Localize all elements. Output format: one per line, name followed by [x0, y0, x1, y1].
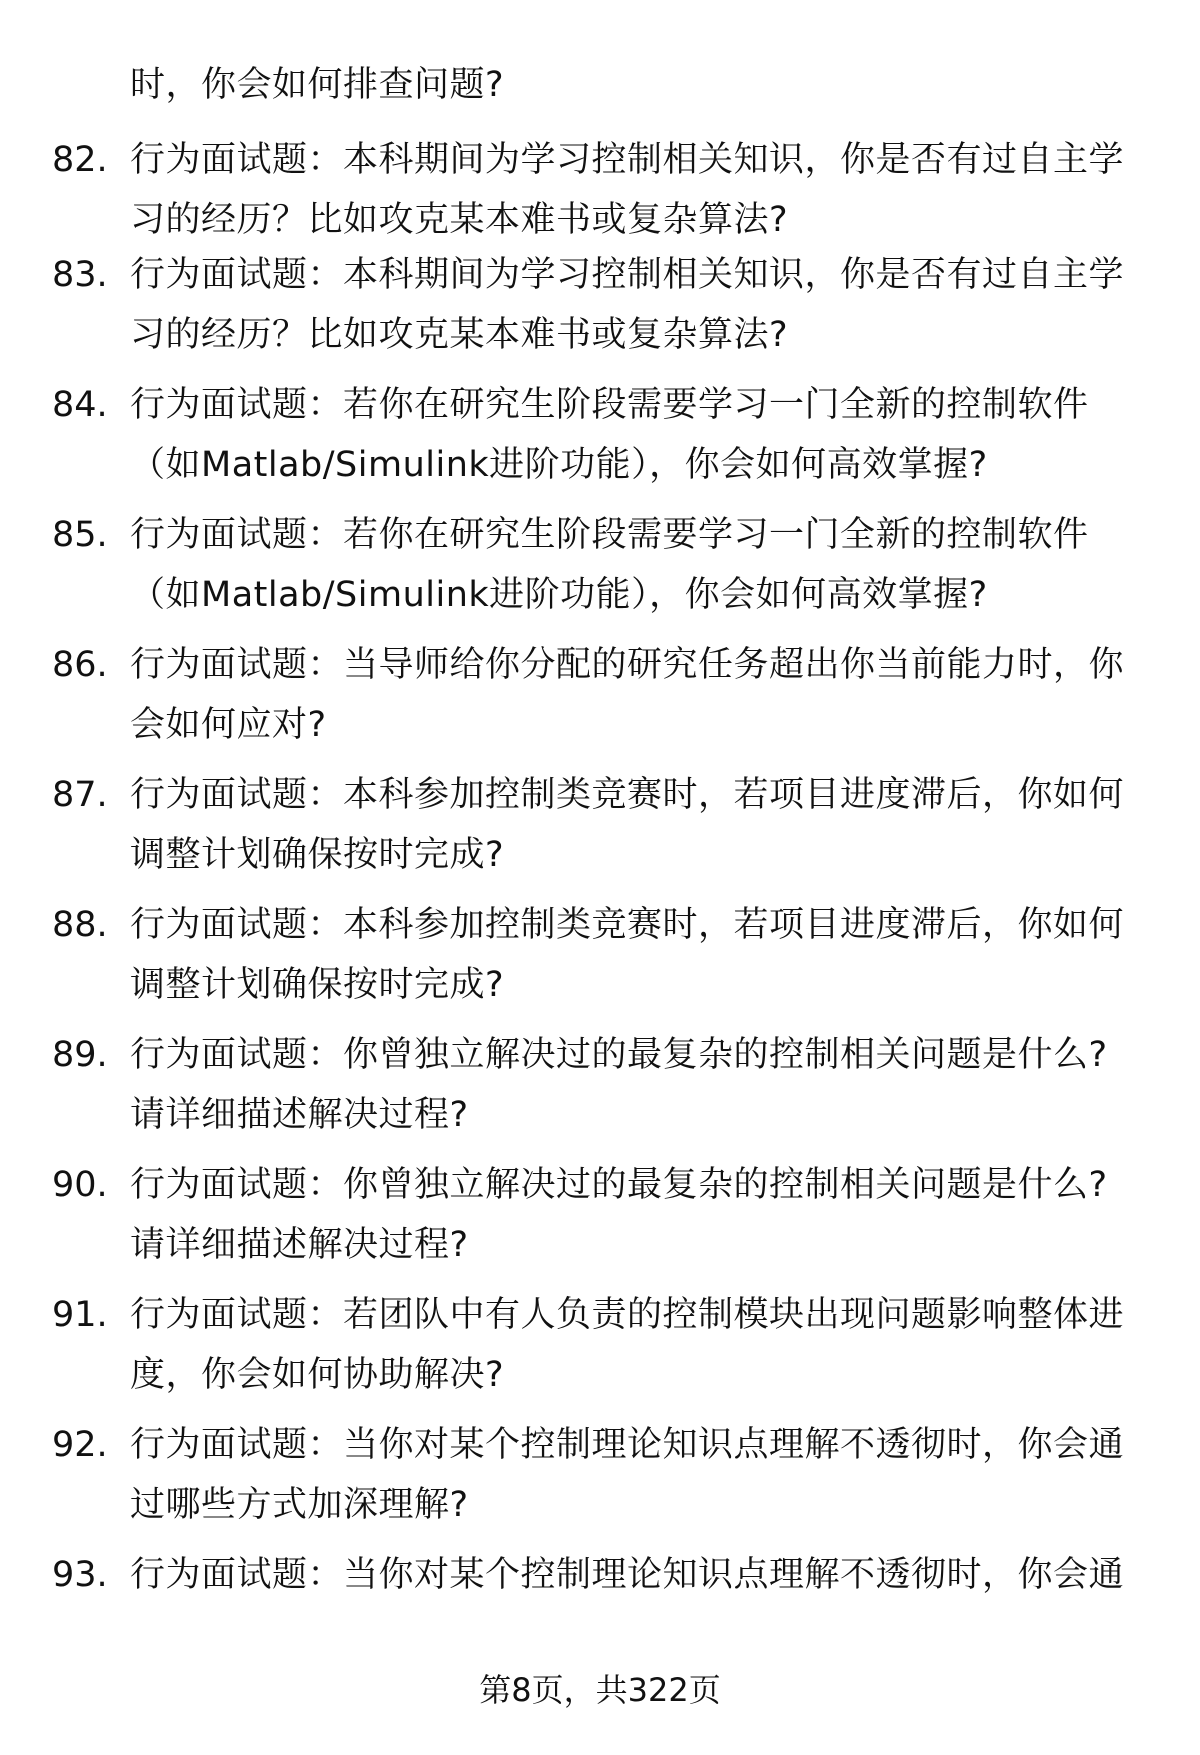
- item-text: 行为面试题：本科期间为学习控制相关知识，你是否有过自主学 习的经历？比如攻克某本难书或复杂算法?: [130, 255, 1125, 355]
- list-item: [52, 1545, 1147, 1605]
- page-footer: 第8页，共322页: [479, 1671, 721, 1709]
- item-text: 行为面试题：当你对某个控制理论知识点理解不透彻时，你会通 过哪些方式加深理解?: [130, 1425, 1125, 1525]
- list-item: [52, 765, 1147, 885]
- item-number: 88.: [52, 905, 108, 945]
- item-number: 89.: [52, 1035, 108, 1075]
- item-number: 85.: [52, 515, 108, 555]
- list-item: [52, 130, 1147, 250]
- item-number: 91.: [52, 1295, 108, 1335]
- list-item: [52, 895, 1147, 1015]
- continuation-text: 时，你会如何排查问题?: [130, 65, 505, 105]
- list-item: [52, 375, 1147, 495]
- item-number: 92.: [52, 1425, 108, 1465]
- item-text: 行为面试题：本科参加控制类竞赛时，若项目进度滞后，你如何 调整计划确保按时完成?: [130, 905, 1125, 1005]
- item-number: 83.: [52, 255, 108, 295]
- list-item: [52, 505, 1147, 625]
- item-number: 87.: [52, 775, 108, 815]
- item-text: 行为面试题：本科期间为学习控制相关知识，你是否有过自主学 习的经历？比如攻克某本难书或复杂算法?: [130, 140, 1125, 240]
- item-text: 行为面试题：当导师给你分配的研究任务超出你当前能力时，你 会如何应对?: [130, 645, 1125, 745]
- list-item: [52, 1415, 1147, 1535]
- item-text: 行为面试题：若你在研究生阶段需要学习一门全新的控制软件 （如Matlab/Simulink进阶功能），你会如何高效掌握?: [130, 515, 1089, 615]
- item-number: 93.: [52, 1555, 108, 1595]
- item-text: 行为面试题：你曾独立解决过的最复杂的控制相关问题是什么? 请详细描述解决过程?: [130, 1165, 1108, 1265]
- list-item: [52, 1155, 1147, 1275]
- list-item: [52, 1285, 1147, 1405]
- list-item: [52, 635, 1147, 755]
- list-item: [52, 245, 1147, 365]
- item-number: 84.: [52, 385, 108, 425]
- item-text: 行为面试题：当你对某个控制理论知识点理解不透彻时，你会通: [130, 1555, 1125, 1595]
- item-text: 行为面试题：你曾独立解决过的最复杂的控制相关问题是什么? 请详细描述解决过程?: [130, 1035, 1108, 1135]
- item-number: 82.: [52, 140, 108, 180]
- item-number: 90.: [52, 1165, 108, 1205]
- item-text: 行为面试题：若团队中有人负责的控制模块出现问题影响整体进 度，你会如何协助解决?: [130, 1295, 1125, 1395]
- item-text: 行为面试题：若你在研究生阶段需要学习一门全新的控制软件 （如Matlab/Simulink进阶功能），你会如何高效掌握?: [130, 385, 1089, 485]
- list-item: [52, 1025, 1147, 1145]
- item-number: 86.: [52, 645, 108, 685]
- item-text: 行为面试题：本科参加控制类竞赛时，若项目进度滞后，你如何 调整计划确保按时完成?: [130, 775, 1125, 875]
